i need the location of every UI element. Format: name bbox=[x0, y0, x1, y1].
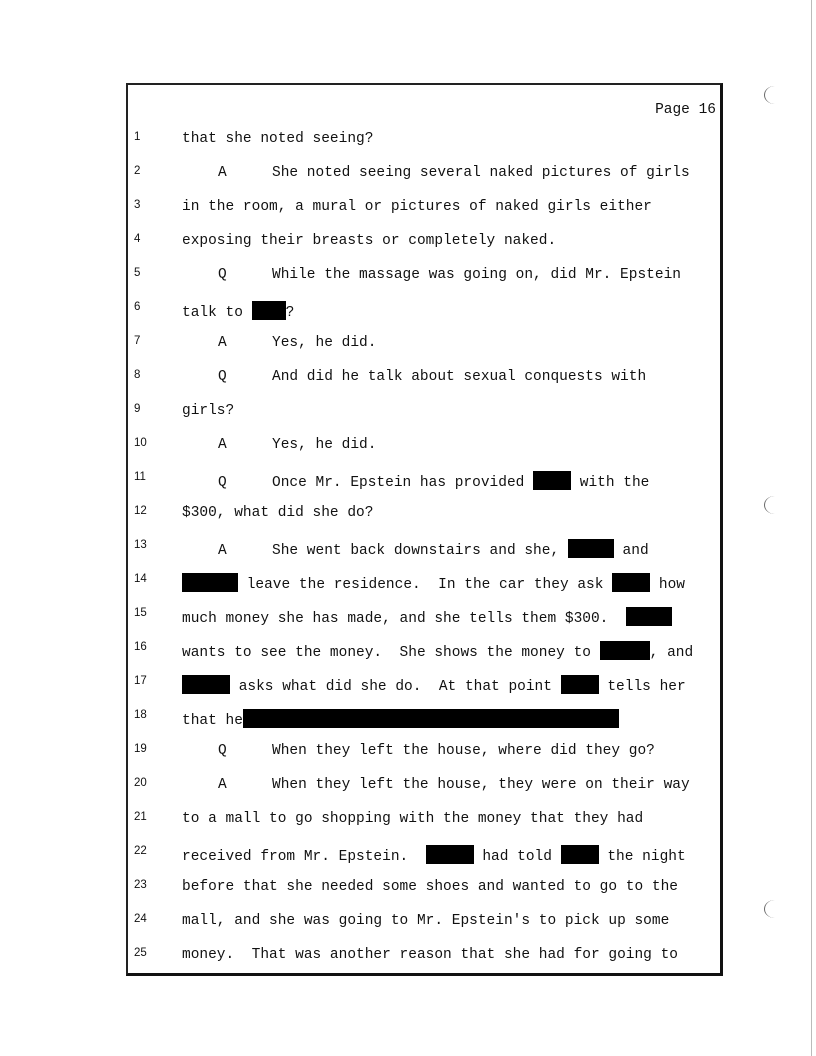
redaction-box bbox=[252, 301, 286, 320]
line-number: 23 bbox=[134, 879, 147, 891]
text-segment: exposing their breasts or completely naked. bbox=[182, 233, 557, 249]
line-text bbox=[182, 301, 294, 321]
text-segment: received from Mr. Epstein. bbox=[182, 849, 426, 865]
redaction-box bbox=[182, 573, 238, 592]
text-segment: with the bbox=[571, 475, 650, 491]
text-segment: She noted seeing several naked pictures of girls bbox=[272, 165, 690, 181]
redaction-box bbox=[626, 607, 672, 626]
transcript-line bbox=[0, 301, 816, 325]
line-text bbox=[182, 641, 693, 661]
text-segment: girls? bbox=[182, 403, 235, 419]
line-text bbox=[182, 233, 556, 249]
text-segment: that she noted seeing? bbox=[182, 131, 374, 147]
speaker-label: Q bbox=[218, 267, 227, 283]
line-text bbox=[182, 165, 690, 181]
transcript-line bbox=[0, 267, 816, 291]
text-segment: asks what did she do. At that point bbox=[230, 679, 561, 695]
line-text bbox=[182, 947, 678, 963]
redaction-box bbox=[561, 675, 599, 694]
line-number: 20 bbox=[134, 777, 147, 789]
text-segment: the night bbox=[598, 849, 686, 865]
line-number: 18 bbox=[134, 709, 147, 721]
text-segment: Yes, he did. bbox=[272, 335, 377, 351]
transcript-line bbox=[0, 369, 816, 393]
transcript-line bbox=[0, 607, 816, 631]
transcript-line bbox=[0, 437, 816, 461]
line-number: 1 bbox=[134, 131, 141, 143]
transcript-line bbox=[0, 539, 816, 563]
text-segment: wants to see the money. She shows the money to bbox=[182, 645, 600, 661]
line-text bbox=[182, 743, 655, 759]
text-segment: before that she needed some shoes and wanted to go to the bbox=[182, 879, 678, 895]
line-number: 11 bbox=[134, 471, 146, 483]
transcript-line bbox=[0, 811, 816, 835]
text-segment: had told bbox=[473, 849, 561, 865]
text-segment: While the massage was going on, did Mr. Epstein bbox=[272, 267, 681, 283]
line-number: 16 bbox=[134, 641, 147, 653]
transcript-line bbox=[0, 879, 816, 903]
line-number: 21 bbox=[134, 811, 147, 823]
redaction-box bbox=[561, 845, 599, 864]
line-text bbox=[182, 607, 672, 627]
speaker-label: A bbox=[218, 437, 227, 453]
transcript-line bbox=[0, 913, 816, 937]
transcript-line bbox=[0, 505, 816, 529]
line-number: 22 bbox=[134, 845, 147, 857]
transcript-line bbox=[0, 743, 816, 767]
line-text bbox=[182, 539, 649, 559]
speaker-label: Q bbox=[218, 743, 227, 759]
text-segment: mall, and she was going to Mr. Epstein's to pick up some bbox=[182, 913, 670, 929]
line-number: 2 bbox=[134, 165, 141, 177]
line-number: 7 bbox=[134, 335, 141, 347]
text-segment: to a mall to go shopping with the money that they had bbox=[182, 811, 644, 827]
line-number: 17 bbox=[134, 675, 147, 687]
redaction-box bbox=[426, 845, 474, 864]
transcript-line bbox=[0, 845, 816, 869]
margin-mark bbox=[764, 86, 777, 104]
redaction-box bbox=[568, 539, 614, 558]
transcript-line bbox=[0, 233, 816, 257]
text-segment: $300, what did she do? bbox=[182, 505, 374, 521]
transcript-line bbox=[0, 675, 816, 699]
text-segment: When they left the house, where did they go? bbox=[272, 743, 655, 759]
transcript-line bbox=[0, 947, 816, 971]
page-number: Page 16 bbox=[655, 102, 716, 118]
line-number: 10 bbox=[134, 437, 147, 449]
speaker-label: Q bbox=[218, 369, 227, 385]
redaction-box bbox=[243, 709, 619, 728]
text-segment: leave the residence. In the car they ask bbox=[238, 577, 613, 593]
text-segment: tells her bbox=[598, 679, 686, 695]
line-text bbox=[182, 471, 649, 491]
transcript-line bbox=[0, 777, 816, 801]
text-segment: and bbox=[613, 543, 649, 559]
line-number: 24 bbox=[134, 913, 147, 925]
line-text bbox=[182, 403, 234, 419]
transcript-line bbox=[0, 709, 816, 733]
line-text bbox=[182, 199, 652, 215]
line-text bbox=[182, 335, 376, 351]
transcript-line bbox=[0, 403, 816, 427]
line-text bbox=[182, 573, 685, 593]
text-segment: ? bbox=[285, 305, 295, 321]
text-segment: that he bbox=[182, 713, 243, 729]
line-number: 19 bbox=[134, 743, 147, 755]
line-text bbox=[182, 777, 690, 793]
speaker-label: A bbox=[218, 543, 227, 559]
transcript-line bbox=[0, 131, 816, 155]
text-segment: She went back downstairs and she, bbox=[272, 543, 568, 559]
redaction-box bbox=[182, 675, 230, 694]
line-text bbox=[182, 437, 376, 453]
text-segment: When they left the house, they were on their way bbox=[272, 777, 690, 793]
transcript-line bbox=[0, 641, 816, 665]
text-segment: Once Mr. Epstein has provided bbox=[272, 475, 534, 491]
line-text bbox=[182, 879, 678, 895]
line-number: 8 bbox=[134, 369, 141, 381]
line-text bbox=[182, 267, 681, 283]
line-number: 13 bbox=[134, 539, 147, 551]
line-number: 9 bbox=[134, 403, 141, 415]
text-segment: Yes, he did. bbox=[272, 437, 377, 453]
text-segment: money. That was another reason that she had for going to bbox=[182, 947, 678, 963]
text-segment: talk to bbox=[182, 305, 252, 321]
line-text bbox=[182, 675, 686, 695]
line-number: 3 bbox=[134, 199, 141, 211]
line-text bbox=[182, 709, 619, 729]
redaction-box bbox=[600, 641, 650, 660]
transcript-line bbox=[0, 199, 816, 223]
line-number: 15 bbox=[134, 607, 147, 619]
line-text bbox=[182, 811, 643, 827]
line-number: 4 bbox=[134, 233, 141, 245]
line-number: 25 bbox=[134, 947, 147, 959]
transcript-line bbox=[0, 165, 816, 189]
line-text bbox=[182, 369, 646, 385]
transcript-line bbox=[0, 335, 816, 359]
line-text bbox=[182, 505, 373, 521]
redaction-box bbox=[533, 471, 571, 490]
speaker-label: A bbox=[218, 335, 227, 351]
text-segment: And did he talk about sexual conquests with bbox=[272, 369, 647, 385]
line-text bbox=[182, 131, 373, 147]
line-text bbox=[182, 845, 686, 865]
line-number: 12 bbox=[134, 505, 147, 517]
speaker-label: A bbox=[218, 777, 227, 793]
text-segment: much money she has made, and she tells them $300. bbox=[182, 611, 626, 627]
transcript-line bbox=[0, 471, 816, 495]
text-segment: how bbox=[650, 577, 685, 593]
speaker-label: A bbox=[218, 165, 227, 181]
speaker-label: Q bbox=[218, 475, 227, 491]
text-segment: in the room, a mural or pictures of naked girls either bbox=[182, 199, 652, 215]
line-number: 5 bbox=[134, 267, 141, 279]
line-number: 14 bbox=[134, 573, 147, 585]
line-text bbox=[182, 913, 669, 929]
text-segment: , and bbox=[649, 645, 694, 661]
transcript-line bbox=[0, 573, 816, 597]
line-number: 6 bbox=[134, 301, 141, 313]
redaction-box bbox=[612, 573, 650, 592]
